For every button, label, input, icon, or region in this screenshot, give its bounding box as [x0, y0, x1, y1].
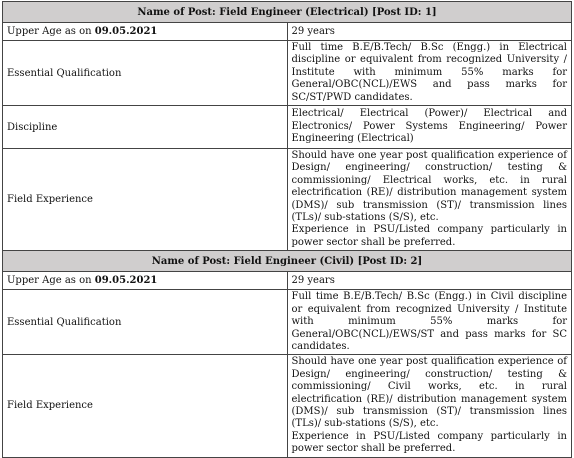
qualification-row [3, 290, 572, 355]
post-header: Name of Post: Field Engineer (Civil) [Post ID: 2] [3, 251, 572, 272]
qualification-label: Essential Qualification [3, 290, 288, 355]
qualification-value: Full time B.E/B.Tech/ B.Sc (Engg.) in Civil discipline or equivalent from recognized University / Institute with minimum 55% marks for General/OBC(NCL)/EWS/ST and pass marks for SC candidates. [287, 290, 572, 355]
upper-age-row [3, 272, 572, 290]
field-experience-note: Experience in PSU/Listed company particularly in power sector shall be preferred. [291, 224, 567, 248]
field-experience-label: Field Experience [3, 149, 288, 251]
field-experience-note: Experience in PSU/Listed company particularly in power sector shall be preferred. [291, 430, 567, 455]
discipline-value: Electrical/ Electrical (Power)/ Electrical and Electronics/ Power Systems Engineering/ Power Engineering (Electrical) [287, 106, 572, 149]
post-header: Name of Post: Field Engineer (Electrical) [Post ID: 1] [3, 2, 572, 23]
field-experience-text: Should have one year post qualification experience of Design/ engineering/ construction/ testing & commissioning/ Civil works, etc. in rural electrification (RE)/ distribution management system (DMS)/ sub transmission (ST)/ transmission lines (TLs)/ sub-stations (S/S), etc. [291, 356, 567, 430]
upper-age-value: 29 years [287, 23, 572, 41]
qualification-value: Full time B.E/B.Tech/ B.Sc (Engg.) in Electrical discipline or equivalent from recognized University / Institute with minimum 55% marks for General/OBC(NCL)/EWS and pass marks for SC/ST/PWD candidates. [287, 41, 572, 106]
upper-age-label-text: Upper Age as on [7, 26, 95, 37]
field-experience-label: Field Experience [3, 355, 288, 457]
field-experience-row [3, 149, 572, 251]
discipline-label: Discipline [3, 106, 288, 149]
upper-age-label-text: Upper Age as on [7, 275, 95, 287]
post-details-table [2, 1, 572, 458]
field-experience-value [287, 149, 572, 251]
discipline-row [3, 106, 572, 149]
upper-age-label [3, 272, 288, 290]
upper-age-value: 29 years [287, 272, 572, 290]
upper-age-label [3, 23, 288, 41]
upper-age-date: 09.05.2021 [94, 26, 158, 37]
post-header-row [3, 2, 572, 23]
upper-age-row [3, 23, 572, 41]
field-experience-value [287, 355, 572, 457]
field-experience-row [3, 355, 572, 457]
field-experience-text: Should have one year post qualification experience of Design/ engineering/ construction/ testing & commissioning/ Electrical works, etc. in rural electrification (RE)/ distribution management system (DMS)/ sub transmission (ST)/ transmission lines (TLs)/ sub-stations (S/S), etc. [291, 150, 567, 224]
qualification-row [3, 41, 572, 106]
post-header-row [3, 251, 572, 272]
qualification-label: Essential Qualification [3, 41, 288, 106]
upper-age-date: 09.05.2021 [94, 275, 158, 287]
